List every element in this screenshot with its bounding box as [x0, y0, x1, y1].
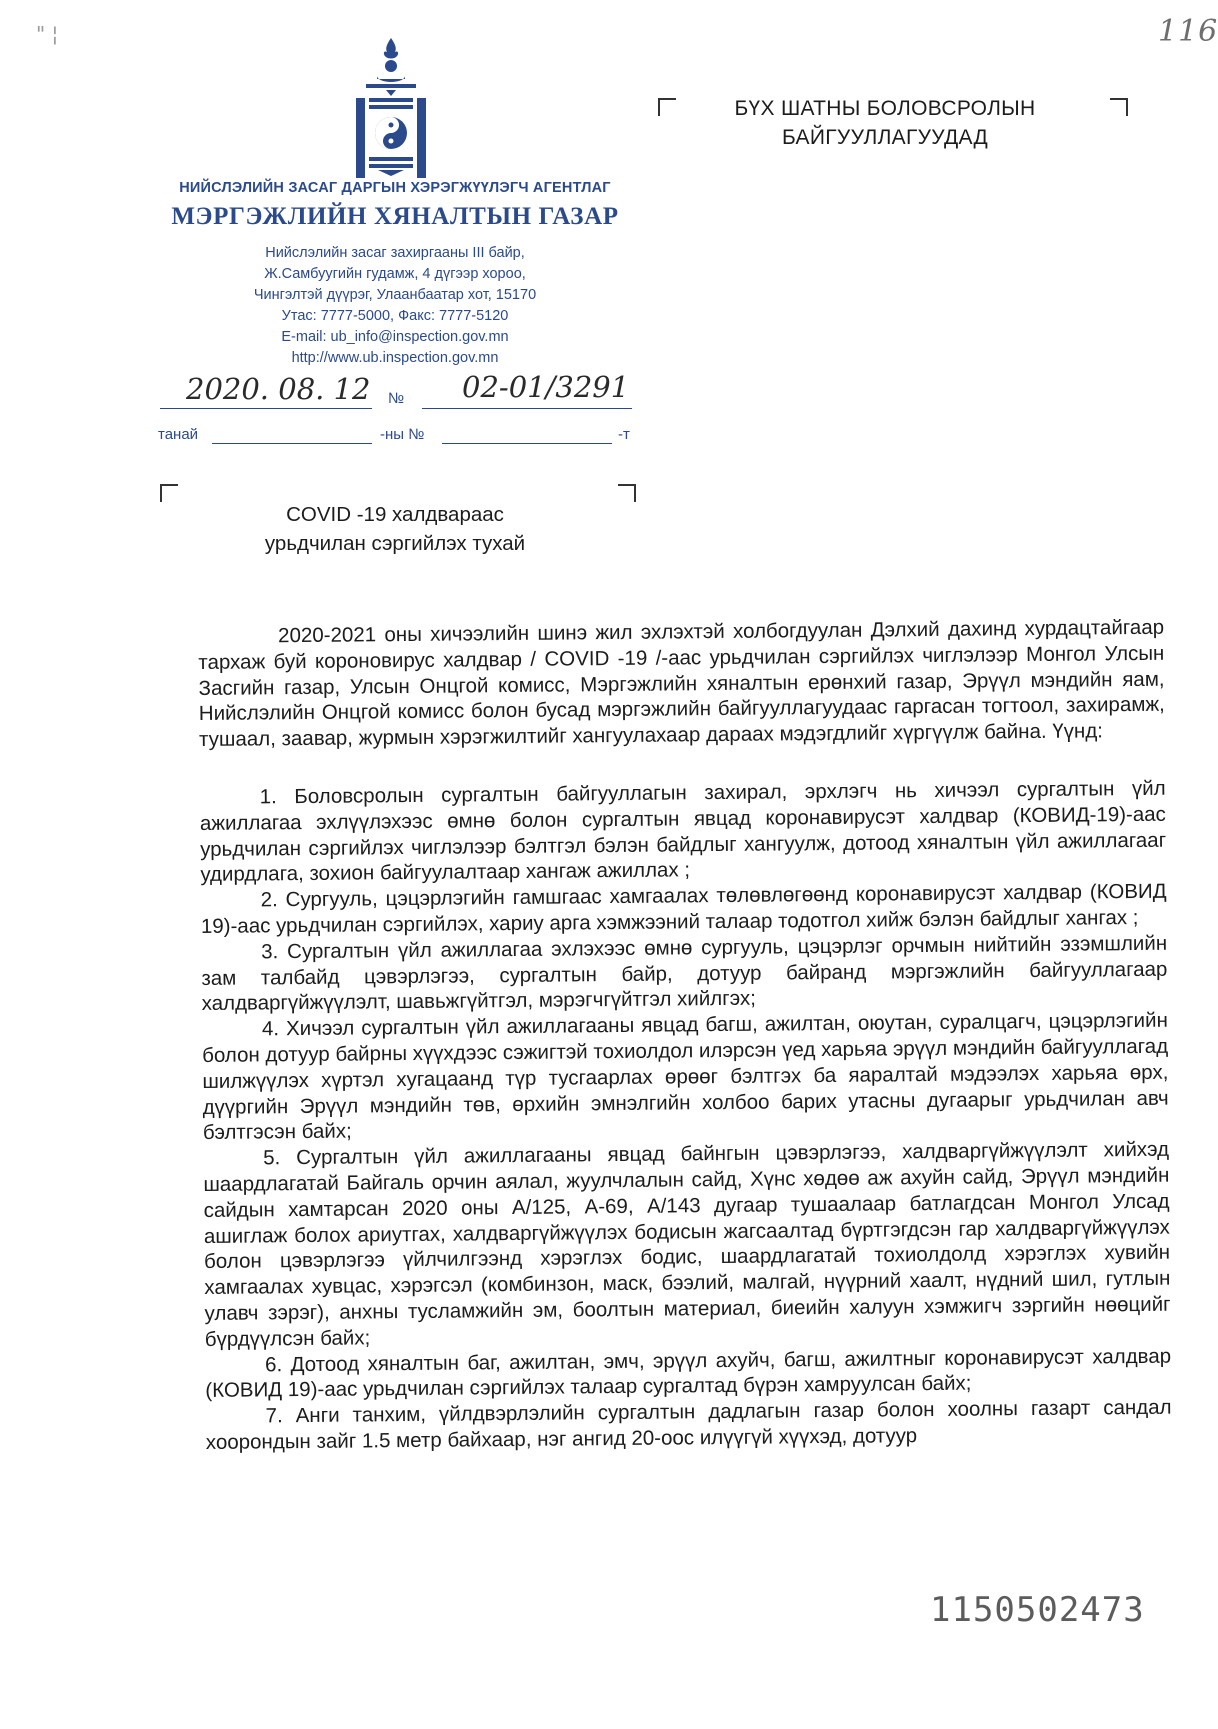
- list-item: 6. Дотоод хяналтын баг, ажилтан, эмч, эрүүл ахуйч, багш, ажилтныг коронавирусэт халдвар (КОВИД 19)-аас урьдчилан сэргийлэх талаар сургалтад бүрэн хамруулсан байх;: [205, 1344, 1172, 1403]
- list-item: 5. Сургалтын үйл ажиллагааны явцад байнгын цэвэрлэгээ, халдваргүйжүүлэлт хийхэд шаардлагатай Байгаль орчин аялал, жуулчлалын сайд, Хүнс хөдөө аж ахуйн сайд, Эрүүл мэндийн сайдын хамтарсан 2020 оны А/125, А-69, А/143 дугаар тушаалаар батлагдсан Монгол Улсад ашиглаж болох ариутгах, халдваргүйжүүлэх бодисын жагсаалтад бүртгэгдсэн гар халдваргүйжүүлэх болон цэвэрлэгээ үйлчилгээнд хэрэглэх бодис, шаардлагатай тохиолдолд хэрэглэх хувийн хамгаалах хувцас, хэрэгсэл (комбинзон, маск, бээлий, малгай, нүүрний хаалт, нүдний шил, гутлын улавч зэрэг), анхны тусламжийн эм, боолтын материал, биеийн халуун хэмжигч зэргийн нөөцийг бүрдүүлсэн байх;: [203, 1137, 1171, 1351]
- subject-corner-left: [160, 484, 178, 502]
- subject-line: урьдчилан сэргийлэх тухай: [264, 532, 526, 555]
- handwritten-page-number: 116: [1158, 14, 1218, 49]
- list-item: 1. Боловсролын сургалтын байгууллагын захирал, эрхлэгч нь хичээл сургалтын үйл ажиллагаа эхлүүлэхээс өмнө болон сургалтын явцад коронавирусэт халдвар (КОВИД-19)-аас урьдчилан сэргийлэх чиглэлээр бэлтгэл бэлэн байдлыг хангуулж, дотоод хяналтын үйл ажиллагааг удирдлага, зохион байгуулалтаар хангаж ажиллах ;: [199, 776, 1167, 887]
- your-label: танай: [158, 426, 199, 443]
- document-serial-number: 1150502473: [930, 1590, 1145, 1630]
- number-label: №: [388, 390, 405, 407]
- letterhead-address: [200, 243, 590, 369]
- scan-mark: " ¦: [36, 22, 59, 46]
- date-underline: [160, 408, 372, 409]
- website-line: http://www.ub.inspection.gov.mn: [291, 350, 499, 366]
- recipient-block: [700, 94, 1070, 152]
- subject-corner-right: [618, 484, 636, 502]
- office-name: МЭРГЭЖЛИЙН ХЯНАЛТЫН ГАЗАР: [171, 203, 619, 230]
- recipient-corner-left: [658, 98, 676, 116]
- list-item: 3. Сургалтын үйл ажиллагаа эхлэхээс өмнө сургууль, цэцэрлэг орчмын нийтийн эзэмшлийн зам талбайд цэвэрлэгээ, сургалтын байр, дотуур байранд мэргэжлийн байгууллагаар халдваргүйжүүлэлт, шавьжгүйтгэл, мэрэгчгүйтгэл хийлгэх;: [201, 931, 1168, 1016]
- suffix-label: -т: [618, 426, 630, 443]
- letter-body: [198, 615, 1172, 1456]
- your-date-underline: [212, 443, 372, 444]
- recipient-line: БҮХ ШАТНЫ БОЛОВСРОЛЫН: [734, 97, 1036, 120]
- phone-fax-line: Утас: 7777-5000, Факс: 7777-5120: [281, 308, 509, 324]
- subject-block: [200, 500, 590, 558]
- subject-line: COVID -19 халдвараас: [286, 503, 504, 526]
- list-item: 4. Хичээл сургалтын үйл ажиллагааны явцад багш, ажилтан, оюутан, суралцагч, цэцэрлэгийн болон дотуур байрны хүүхдээс сэжигтэй тохиолдол илэрсэн үед харьяа эрүүл мэндийн байгууллагад шилжүүлэх хүртэл хугацаанд түр тусгаарлах өрөөг бэлтгэх ба яаралтай мэдээлэх харьяа өрх, дүүргийн Эрүүл мэндийн төв, өрхийн эмнэлгийн холбоо барих утасны дугаарыг урьдчилан авч бэлтгэсэн байх;: [202, 1008, 1169, 1145]
- soyombo-emblem-icon: [356, 38, 426, 178]
- address-line: Нийслэлийн засаг захиргааны III байр,: [265, 245, 525, 261]
- agency-name: НИЙСЛЭЛИЙН ЗАСАГ ДАРГЫН ХЭРЭГЖҮҮЛЭГЧ АГЕНТЛАГ: [179, 180, 611, 196]
- recipient-corner-right: [1110, 98, 1128, 116]
- your-number-label: -ны №: [380, 426, 425, 443]
- address-line: Ж.Самбуугийн гудамж, 4 дүгээр хороо,: [264, 266, 526, 282]
- intro-paragraph: 2020-2021 оны хичээлийн шинэ жил эхлэхтэй холбогдуулан Дэлхий дахинд хурдацтайгаар тархаж буй короновирус халдвар / COVID -19 /-аас урьдчилан сэргийлэх чиглэлээр Монгол Улсын Засгийн газар, Улсын Онцгой комисс, Мэргэжлийн хяналтын ерөнхий газар, Эрүүл мэндийн яам, Нийслэлийн Онцгой комисс болон бусад мэргэжлийн байгууллагуудаас гаргасан тогтоол, захирамж, тушаал, заавар, журмын хэрэгжилтийг хангуулахаар дараах мэдэгдлийг хүргүүлж байна. Үүнд:: [198, 615, 1165, 752]
- letter-date: 2020. 08. 12: [186, 372, 371, 406]
- email-line: E-mail: ub_info@inspection.gov.mn: [281, 329, 509, 345]
- recipient-line: БАЙГУУЛЛАГУУДАД: [781, 126, 989, 149]
- your-number-underline: [442, 443, 612, 444]
- list-item: 2. Сургууль, цэцэрлэгийн гамшгаас хамгаалах төлөвлөгөөнд коронавирусэт халдвар (КОВИД 19)-аас урьдчилан сэргийлэх, хариу арга хэмжээний талаар тодотгол хийж бэлэн байдлыг хангах ;: [200, 879, 1167, 938]
- address-line: Чингэлтэй дүүрэг, Улаанбаатар хот, 15170: [253, 287, 537, 303]
- number-underline: [422, 408, 632, 409]
- list-item: 7. Анги танхим, үйлдвэрлэлийн сургалтын дадлагын газар болон хоолны газарт сандал хоорондын зайг 1.5 метр байхаар, нэг ангид 20-оос илүүгүй хүүхэд, дотуур: [205, 1395, 1172, 1454]
- letter-number: 02-01/3291: [462, 370, 630, 404]
